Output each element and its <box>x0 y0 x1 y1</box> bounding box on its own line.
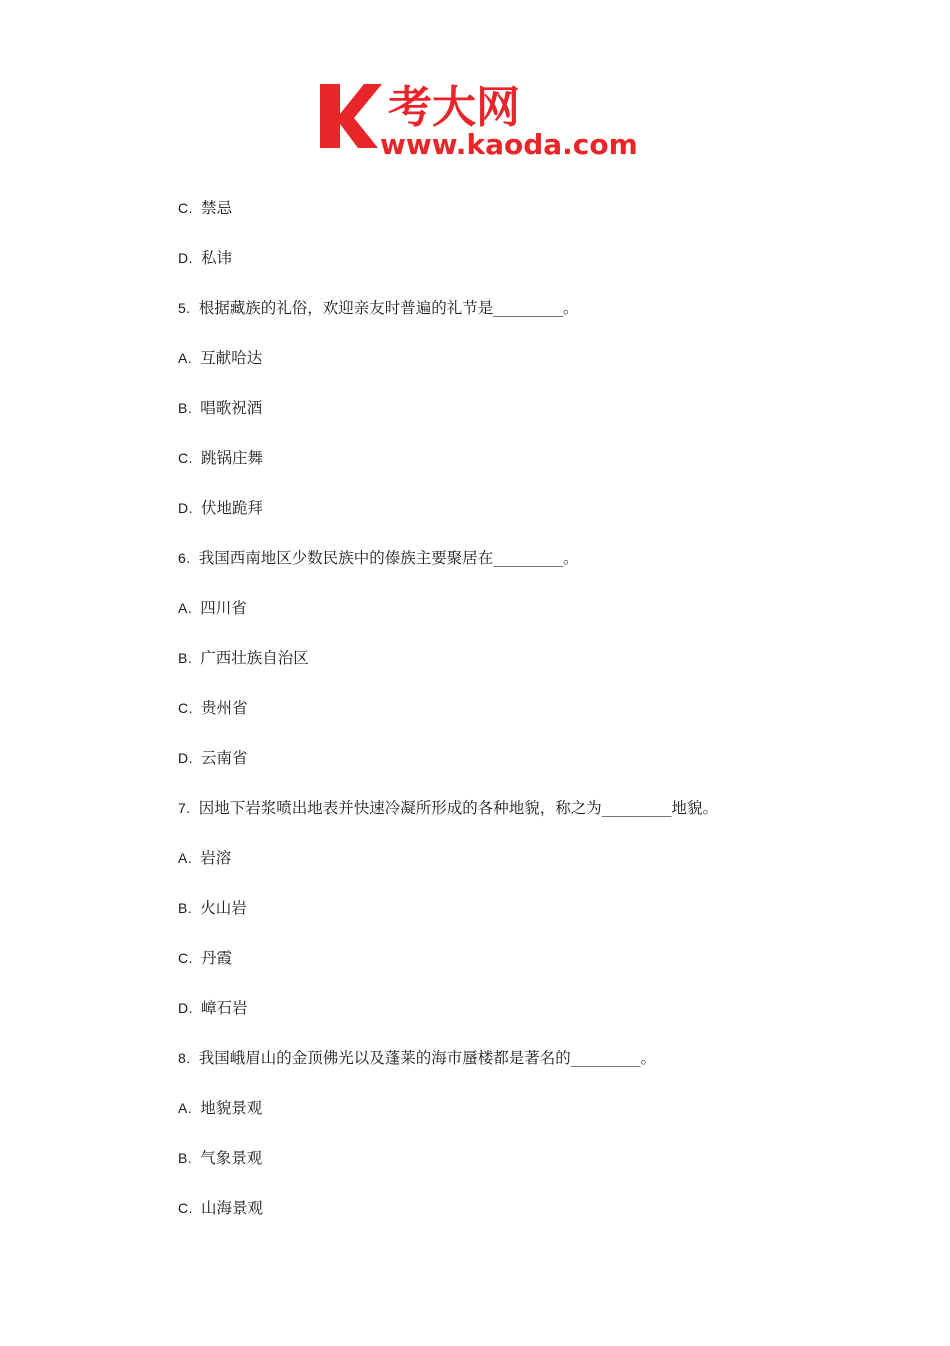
question-text: 我国峨眉山的金顶佛光以及蓬莱的海市蜃楼都是著名的_________。 <box>198 1049 656 1067</box>
option-letter: A. <box>178 600 193 616</box>
option-text: 唱歌祝酒 <box>200 399 263 417</box>
option-text: 火山岩 <box>200 899 247 917</box>
question-line <box>178 546 818 596</box>
option-text: 嶂石岩 <box>201 999 248 1017</box>
option-text: 跳锅庄舞 <box>201 449 264 467</box>
option-text: 地貌景观 <box>200 1099 263 1117</box>
option-text: 四川省 <box>200 599 247 617</box>
question-text: 我国西南地区少数民族中的傣族主要聚居在_________。 <box>198 549 579 567</box>
logo-chinese-text: 考大网 <box>388 82 520 133</box>
option-letter: C. <box>178 450 193 466</box>
question-number: 8. <box>178 1050 191 1066</box>
question-line <box>178 1046 818 1096</box>
option-line <box>178 1146 818 1196</box>
question-number: 5. <box>178 300 191 316</box>
option-letter: B. <box>178 650 193 666</box>
option-line <box>178 596 818 646</box>
option-letter: A. <box>178 350 193 366</box>
option-line <box>178 196 818 246</box>
option-text: 丹霞 <box>201 949 233 967</box>
option-text: 私讳 <box>201 249 233 267</box>
kaoda-logo <box>318 78 640 160</box>
option-line <box>178 846 818 896</box>
option-letter: B. <box>178 900 193 916</box>
option-text: 岩溶 <box>200 849 232 867</box>
option-line <box>178 346 818 396</box>
question-line <box>178 296 818 346</box>
option-letter: D. <box>178 500 193 516</box>
option-text: 山海景观 <box>201 1199 264 1217</box>
option-line <box>178 1096 818 1146</box>
option-text: 气象景观 <box>200 1149 263 1167</box>
option-letter: B. <box>178 400 193 416</box>
option-line <box>178 746 818 796</box>
option-line <box>178 1196 818 1246</box>
option-line <box>178 946 818 996</box>
logo-url-text: www.kaoda.com <box>380 128 638 160</box>
logo-k-mark <box>320 84 382 148</box>
option-text: 云南省 <box>201 749 248 767</box>
option-line <box>178 896 818 946</box>
question-number: 6. <box>178 550 191 566</box>
option-letter: B. <box>178 1150 193 1166</box>
option-letter: D. <box>178 750 193 766</box>
option-line <box>178 696 818 746</box>
option-letter: C. <box>178 1200 193 1216</box>
option-text: 互献哈达 <box>200 349 263 367</box>
option-letter: D. <box>178 1000 193 1016</box>
option-line <box>178 396 818 446</box>
question-number: 7. <box>178 800 191 816</box>
option-letter: A. <box>178 850 193 866</box>
option-text: 广西壮族自治区 <box>200 649 309 667</box>
option-line <box>178 646 818 696</box>
question-text: 因地下岩浆喷出地表并快速冷凝所形成的各种地貌，称之为_________地貌。 <box>198 799 718 817</box>
option-letter: C. <box>178 950 193 966</box>
option-letter: C. <box>178 200 193 216</box>
option-text: 贵州省 <box>201 699 248 717</box>
option-line <box>178 996 818 1046</box>
option-letter: C. <box>178 700 193 716</box>
question-text: 根据藏族的礼俗，欢迎亲友时普遍的礼节是_________。 <box>198 299 579 317</box>
option-line <box>178 446 818 496</box>
question-list <box>178 196 818 1246</box>
option-letter: A. <box>178 1100 193 1116</box>
option-text: 伏地跪拜 <box>201 499 264 517</box>
option-line <box>178 496 818 546</box>
option-letter: D. <box>178 250 193 266</box>
logo-graphic <box>318 78 640 160</box>
option-line <box>178 246 818 296</box>
option-text: 禁忌 <box>201 199 233 217</box>
question-line <box>178 796 818 846</box>
